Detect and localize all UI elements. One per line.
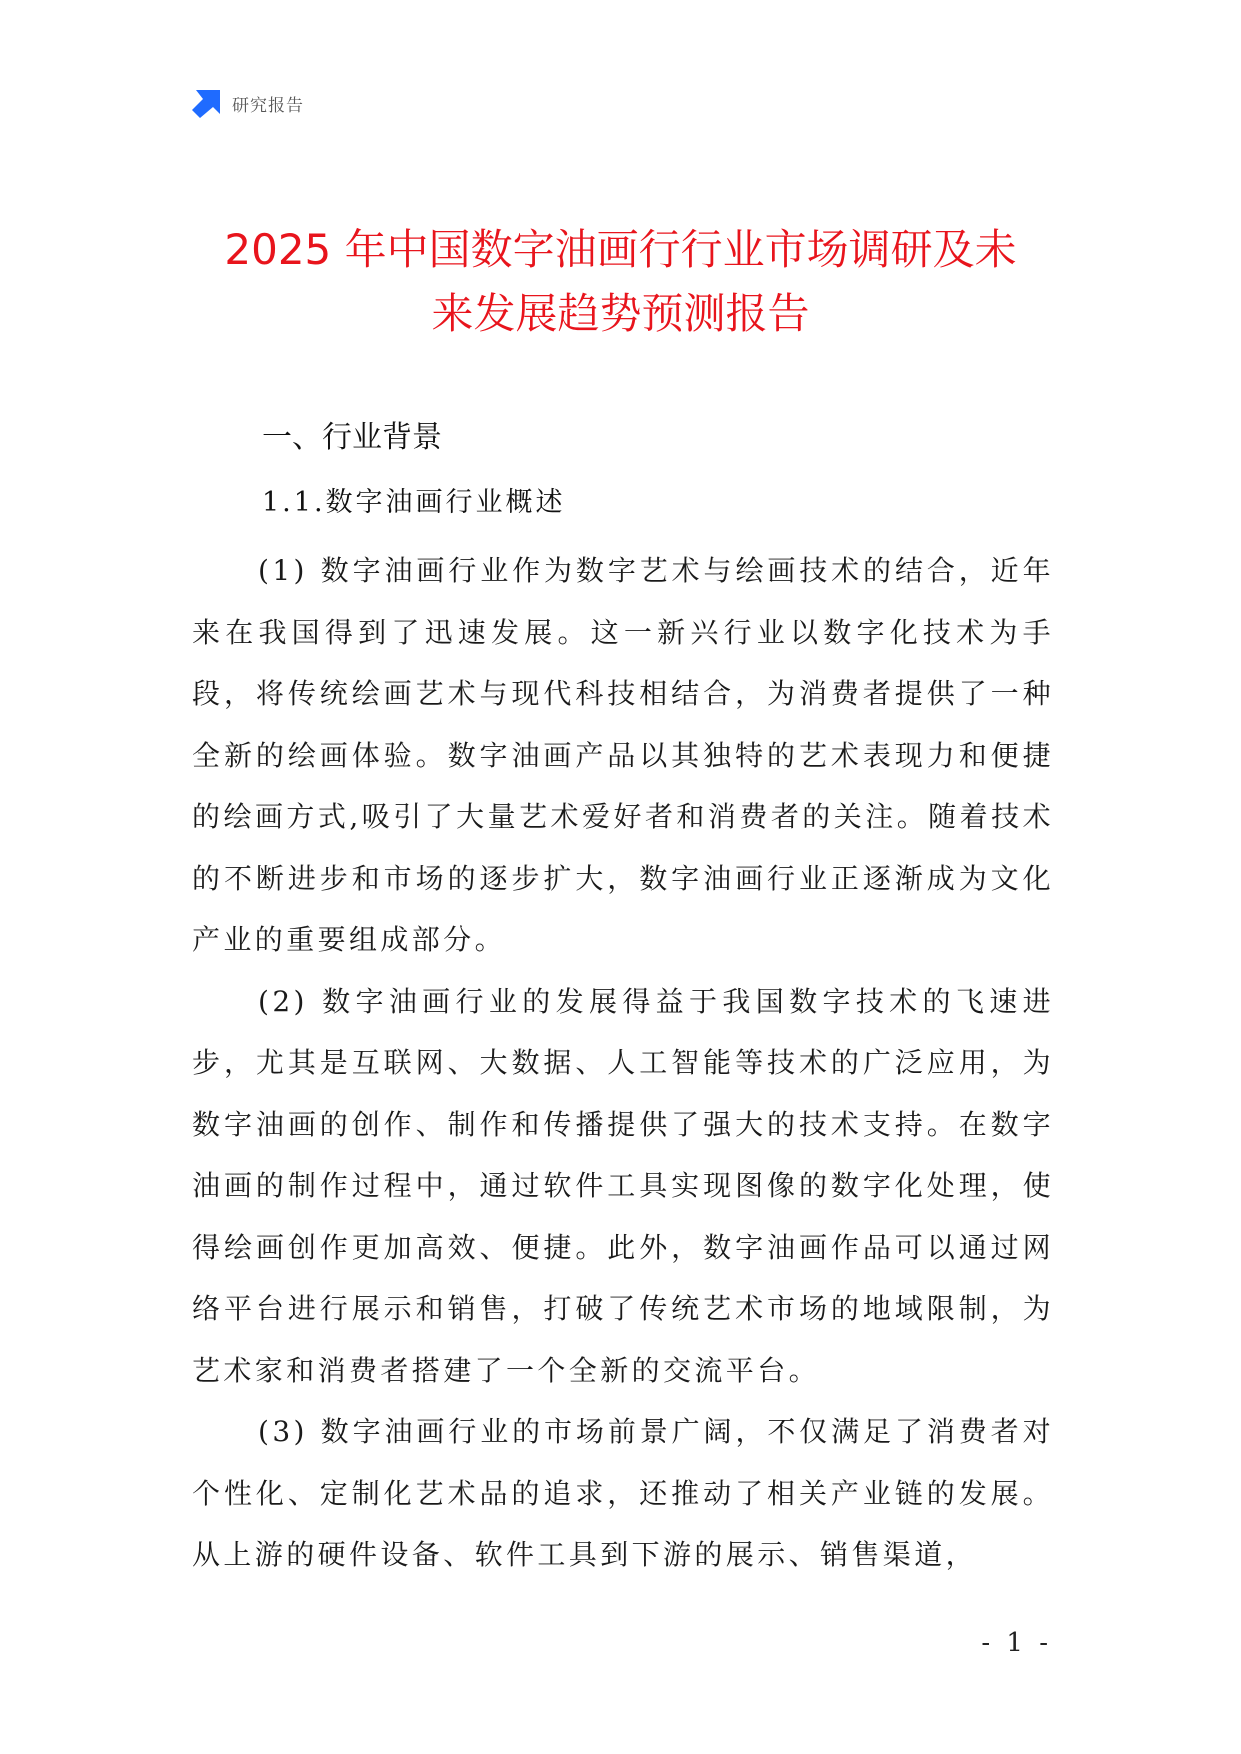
body-text bbox=[192, 540, 1054, 1586]
report-title-line-1: 2025 年中国数字油画行行业市场调研及未 bbox=[224, 225, 1017, 274]
paragraph-3: (3) 数字油画行业的市场前景广阔，不仅满足了消费者对个性化、定制化艺术品的追求，还推动了相关产业链的发展。从上游的硬件设备、软件工具到下游的展示、销售渠道， bbox=[192, 1415, 1054, 1571]
subsection-heading: 1.1.数字油画行业概述 bbox=[262, 487, 566, 518]
section-heading: 一、行业背景 bbox=[262, 420, 442, 455]
arrow-up-right-icon bbox=[192, 88, 222, 118]
report-title bbox=[150, 218, 1091, 346]
page-number: - 1 - bbox=[981, 1628, 1052, 1658]
report-title-line-2: 来发展趋势预测报告 bbox=[431, 289, 810, 338]
header-label: 研究报告 bbox=[232, 95, 304, 116]
paragraph-1: (1) 数字油画行业作为数字艺术与绘画技术的结合，近年来在我国得到了迅速发展。这一新兴行业以数字化技术为手段，将传统绘画艺术与现代科技相结合，为消费者提供了一种全新的绘画体验。数字油画产品以其独特的艺术表现力和便捷的绘画方式,吸引了大量艺术爱好者和消费者的关注。随着技术的不断进步和市场的逐步扩大，数字油画行业正逐渐成为文化产业的重要组成部分。 bbox=[192, 554, 1054, 956]
document-header bbox=[192, 88, 304, 118]
paragraph-2: (2) 数字油画行业的发展得益于我国数字技术的飞速进步，尤其是互联网、大数据、人工智能等技术的广泛应用，为数字油画的创作、制作和传播提供了强大的技术支持。在数字油画的制作过程中，通过软件工具实现图像的数字化处理，使得绘画创作更加高效、便捷。此外，数字油画作品可以通过网络平台进行展示和销售，打破了传统艺术市场的地域限制，为艺术家和消费者搭建了一个全新的交流平台。 bbox=[192, 984, 1054, 1387]
